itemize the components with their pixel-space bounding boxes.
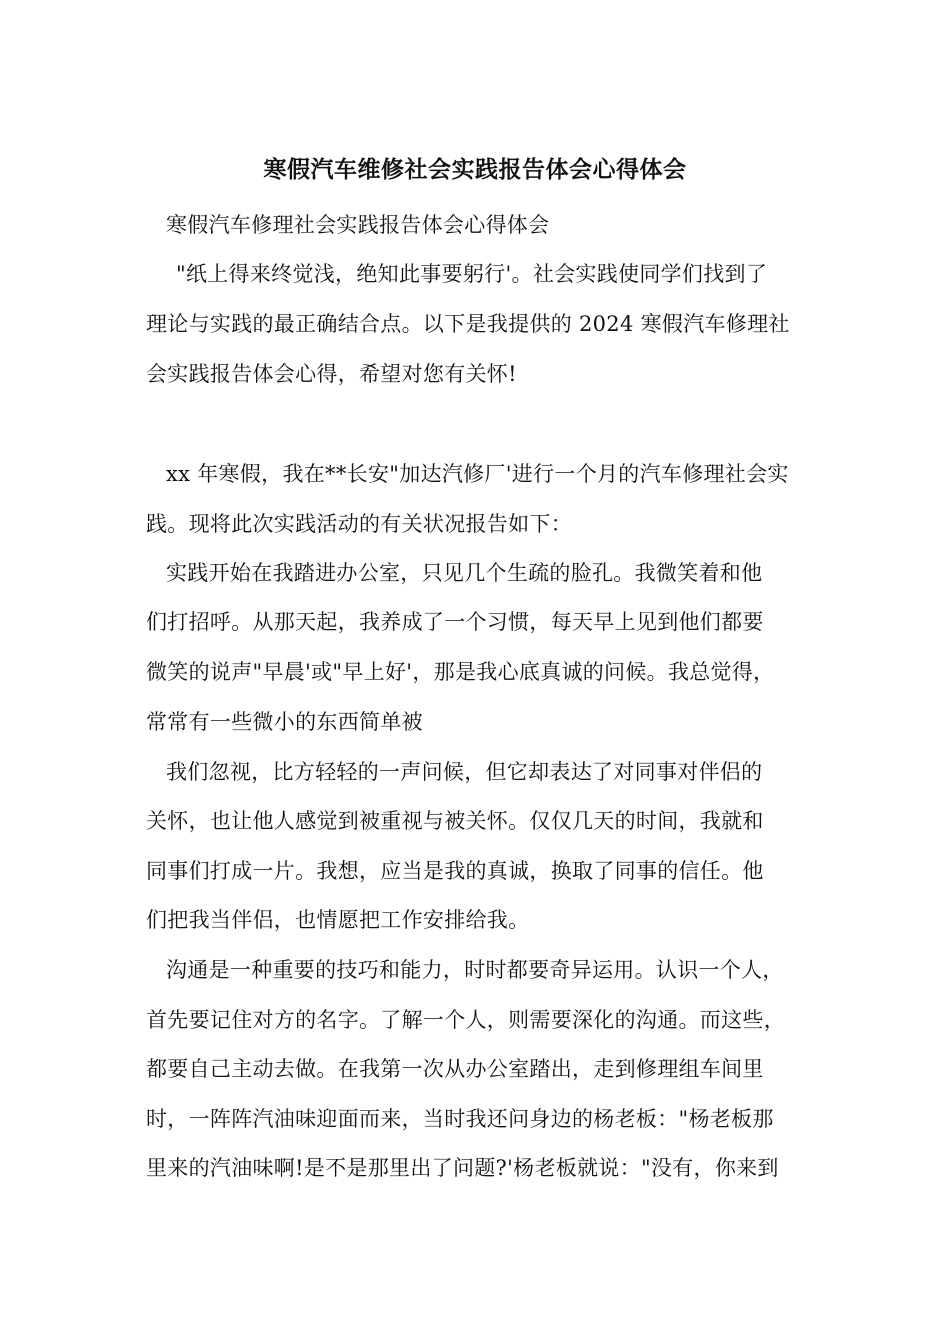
paragraph-line: xx 年寒假，我在**长安"加达汽修厂'进行一个月的汽车修理社会实 [166, 462, 789, 486]
paragraph-line: 我们忽视，比方轻轻的一声问候，但它却表达了对同事对伴侣的 [166, 760, 763, 784]
paragraph-line: "纸上得来终觉浅，绝知此事要躬行'。社会实践使同学们找到了 [176, 262, 768, 286]
paragraph-line: 们打招呼。从那天起，我养成了一个习惯，每天早上见到他们都要 [146, 610, 764, 634]
paragraph-line: 同事们打成一片。我想，应当是我的真诚，换取了同事的信任。他 [146, 859, 764, 883]
paragraph-line: 沟通是一种重要的技巧和能力，时时都要奇异运用。认识一个人， [166, 958, 784, 982]
paragraph-line: 们把我当伴侣，也情愿把工作安排给我。 [146, 908, 530, 932]
paragraph-line: 都要自己主动去做。在我第一次从办公室踏出，走到修理组车间里 [146, 1057, 764, 1081]
paragraph-line: 首先要记住对方的名字。了解一个人，则需要深化的沟通。而这些， [146, 1008, 785, 1032]
paragraph-line: 时，一阵阵汽油味迎面而来，当时我还问身边的杨老板："杨老板那 [146, 1107, 774, 1131]
paragraph-line: 微笑的说声"早晨'或"早上好'，那是我心底真诚的问候。我总觉得， [146, 660, 775, 684]
paragraph-line: 实践开始在我踏进办公室，只见几个生疏的脸孔。我微笑着和他 [166, 561, 763, 585]
paragraph-line: 践。现将此次实践活动的有关状况报告如下： [146, 512, 572, 536]
paragraph-line: 会实践报告体会心得，希望对您有关怀! [146, 362, 517, 386]
document-title: 寒假汽车维修社会实践报告体会心得体会 [263, 156, 687, 183]
paragraph-line: 里来的汽油味啊!是不是那里出了问题?'杨老板就说："没有，你来到 [146, 1156, 779, 1180]
subtitle-line: 寒假汽车修理社会实践报告体会心得体会 [166, 213, 550, 237]
paragraph-line: 理论与实践的最正确结合点。以下是我提供的 2024 寒假汽车修理社 [146, 312, 790, 336]
paragraph-line: 常常有一些微小的东西简单被 [146, 710, 423, 734]
paragraph-line: 关怀，也让他人感觉到被重视与被关怀。仅仅几天的时间，我就和 [146, 809, 764, 833]
